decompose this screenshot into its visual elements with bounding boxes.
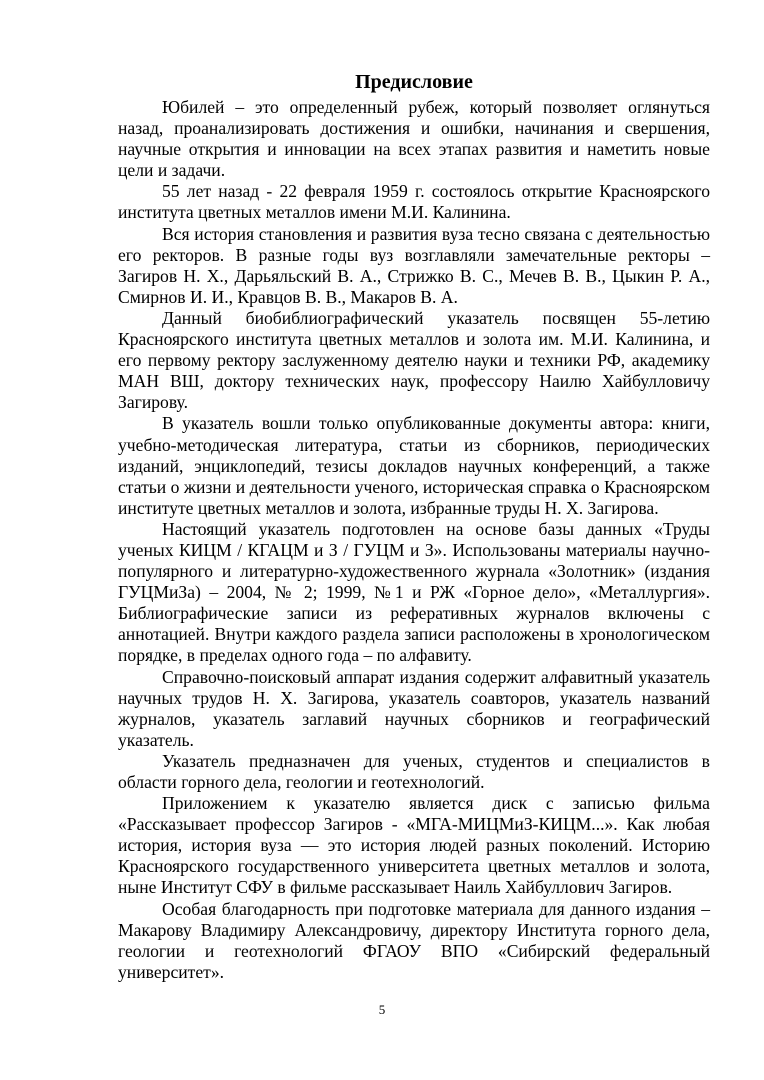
- paragraph-dedication: Данный биобиблиографический указатель посвящен 55-летию Красноярского института цветных металлов и золота им. М.И. Калинина, и его первому ректору заслуженному деятелю науки и техники РФ, академику МАН ВШ, доктору технических наук, профессору Наилю Хайбулловичу Загирову.: [118, 307, 710, 413]
- paragraph-reference-apparatus: Справочно-поисковый аппарат издания содержит алфавитный указатель научных трудов Н. Х. Загирова, указатель соавторов, указатель названий журналов, указатель заглавий научных сборников и географический указатель.: [118, 666, 710, 750]
- paragraph-acknowledgement: Особая благодарность при подготовке материала для данного издания – Макарову Владимиру Александровичу, директору Института горного дела, геологии и геотехнологий ФГАОУ ВПО «Сибирский федеральный университет».: [118, 898, 710, 982]
- paragraph-jubilee: Юбилей – это определенный рубеж, который позволяет оглянуться назад, проанализировать достижения и ошибки, начинания и свершения, научные открытия и инновации на всех этапах развития и наметить новые цели и задачи.: [118, 97, 710, 181]
- paragraph-appendix: Приложением к указателю является диск с записью фильма «Рассказывает профессор Загиров - «МГА-МИЦМиЗ-КИЦМ...». Как любая история, история вуза — это история людей разных поколений. Историю Красноярского государственного университета цветных металлов и золота, ныне Институт СФУ в фильме рассказывает Наиль Хайбуллович Загиров.: [118, 793, 710, 898]
- paragraph-sources: Настоящий указатель подготовлен на основе базы данных «Труды ученых КИЦМ / КГАЦМ и З / ГУЦМ и З». Использованы материалы научно-популярного и литературно-художественного журнала «Золотник» (издания ГУЦМиЗа) – 2004, № 2; 1999, №1 и РЖ «Горное дело», «Металлургия». Библиографические записи из реферативных журналов включены с аннотацией. Внутри каждого раздела записи расположены в хронологическом порядке, в пределах одного года – по алфавиту.: [118, 518, 710, 666]
- paragraph-audience: Указатель предназначен для ученых, студентов и специалистов в области горного дела, геологии и геотехнологий.: [118, 750, 710, 792]
- document-page: [118, 68, 710, 983]
- paragraph-rectors: Вся история становления и развития вуза тесно связана с деятельностью его ректоров. В разные годы вуз возглавляли замечательные ректоры – Загиров Н. Х., Дарьяльский В. А., Стрижко В. С., Мечев В. В., Цыкин Р. А., Смирнов И. И., Кравцов В. В., Макаров В. А.: [118, 223, 710, 307]
- page-number: 5: [378, 1002, 386, 1017]
- paragraph-contents: В указатель вошли только опубликованные документы автора: книги, учебно-методическая литература, статьи из сборников, периодических изданий, энциклопедий, тезисы докладов научных конференций, а также статьи о жизни и деятельности ученого, историческая справка о Красноярском институте цветных металлов и золота, избранные труды Н. Х. Загирова.: [118, 413, 710, 518]
- paragraph-founding: 55 лет назад - 22 февраля 1959 г. состоялось открытие Красноярского института цветных металлов имени М.И. Калинина.: [118, 181, 710, 223]
- page-title: Предисловие: [355, 71, 473, 93]
